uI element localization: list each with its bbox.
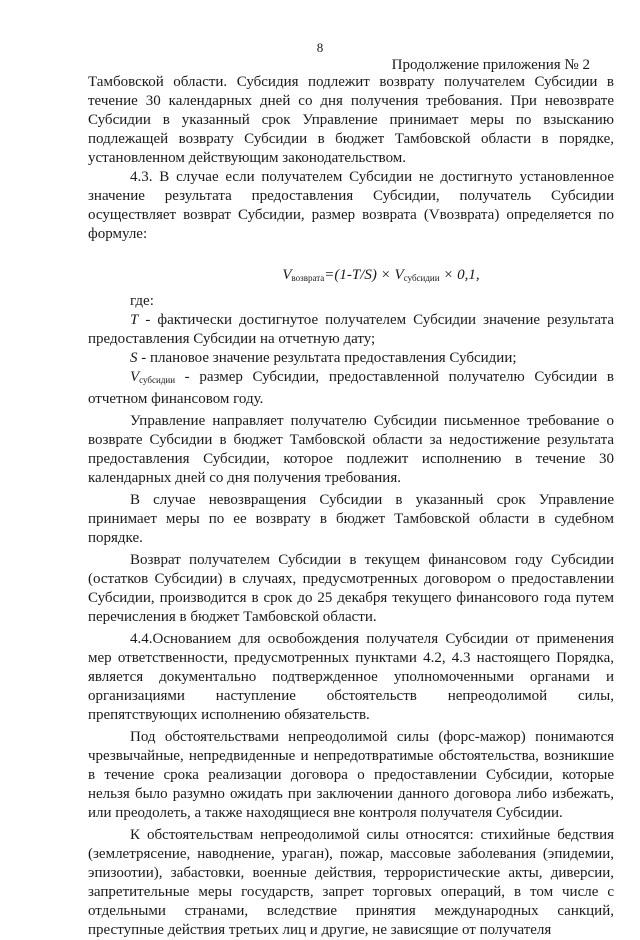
symbol-v: V xyxy=(130,369,140,385)
appendix-reference: Продолжение приложения № 2 xyxy=(391,57,590,73)
symbol-t: T xyxy=(130,312,139,328)
formula-v-refund: V xyxy=(282,267,292,283)
paragraph-court-recovery: В случае невозвращения Субсидии в указанный срок Управление принимает меры по ее возврату в бюджет Тамбовской области в судебном порядке. xyxy=(88,492,614,546)
paragraph-current-year-refund: Возврат получателем Субсидии в текущем финансовом году Субсидии (остатков Субсидии) в случаях, предусмотренных договором о предоставлении Субсидии, производится в срок до 25 декабря текущего финансового года путем перечисления в бюджет Тамбовской области. xyxy=(88,552,614,625)
page-number: 8 xyxy=(316,40,324,55)
definition-s-text: - плановое значение результата предоставления Субсидии; xyxy=(137,350,517,366)
refund-formula xyxy=(88,266,614,288)
definition-s xyxy=(88,349,614,368)
paragraph-4-3: 4.3. В случае если получателем Субсидии не достигнуто установленное значение результата предоставления Субсидии, получатель Субсидии осуществляет возврат Субсидии, размер возврата (Vвозврата) определяется по формуле: xyxy=(88,169,614,242)
definition-t-text: - фактически достигнутое получателем Субсидии значение результата предоставления Субсидии на отчетную дату; xyxy=(88,312,614,347)
formula-end: × 0,1, xyxy=(439,267,480,283)
where-label: где: xyxy=(130,293,154,309)
definition-v-text: - размер Субсидии, предоставленной получателю Субсидии в отчетном финансовом году. xyxy=(88,369,614,407)
paragraph-continuation: Тамбовской области. Субсидия подлежит возврату получателем Субсидии в течение 30 календарных дней со дня получения требования. При невозврате Субсидии в указанный срок Управление принимает меры по взысканию подлежащей возврату Субсидии в бюджет Тамбовской области в порядке, установленном действующим законодательством. xyxy=(88,74,614,166)
definition-v xyxy=(88,368,614,409)
formula-v-subsidy-sub: субсидии xyxy=(403,273,440,283)
definition-t xyxy=(88,311,614,349)
paragraph-4-4: 4.4.Основанием для освобождения получателя Субсидии от применения мер ответственности, предусмотренных пунктами 4.2, 4.3 настоящего Порядка, является документально подтвержденное уполномоченными органами и организациями наступление обстоятельств непреодолимой силы, препятствующих исполнению обязательств. xyxy=(88,631,614,723)
paragraph-force-majeure-list: К обстоятельствам непреодолимой силы относятся: стихийные бедствия (землетрясение, наводнение, ураган), пожар, массовые заболевания (эпидемии, эпизоотии), забастовки, военные действия, террористические акты, диверсии, запретительные меры государств, запрет торговых операций, в том числе с отдельными странами, вследствие принятия международных санкций, преступные действия третьих лиц и другие, не зависящие от получателя xyxy=(88,827,614,938)
symbol-s: S xyxy=(130,350,138,366)
formula-v-refund-sub: возврата xyxy=(291,273,325,283)
paragraph-written-demand: Управление направляет получателю Субсидии письменное требование о возврате Субсидии в бюджет Тамбовской области за недостижение результата предоставления Субсидии, которое подлежит исполнению в течение 30 календарных дней со дня получения требования. xyxy=(88,413,614,486)
formula-middle: =(1-T/S) × V xyxy=(324,267,404,283)
symbol-v-sub: субсидии xyxy=(139,375,176,385)
paragraph-force-majeure-definition: Под обстоятельствами непреодолимой силы (форс-мажор) понимаются чрезвычайные, непредвиденные и непредотвратимые обстоятельства, возникшие в течение срока реализации договора о предоставлении Субсидии, которые нельзя было разумно ожидать при заключении данного договора либо избежать, или преодолеть, а также находящиеся вне контроля получателя Субсидии. xyxy=(88,729,614,821)
document-body xyxy=(88,73,614,940)
